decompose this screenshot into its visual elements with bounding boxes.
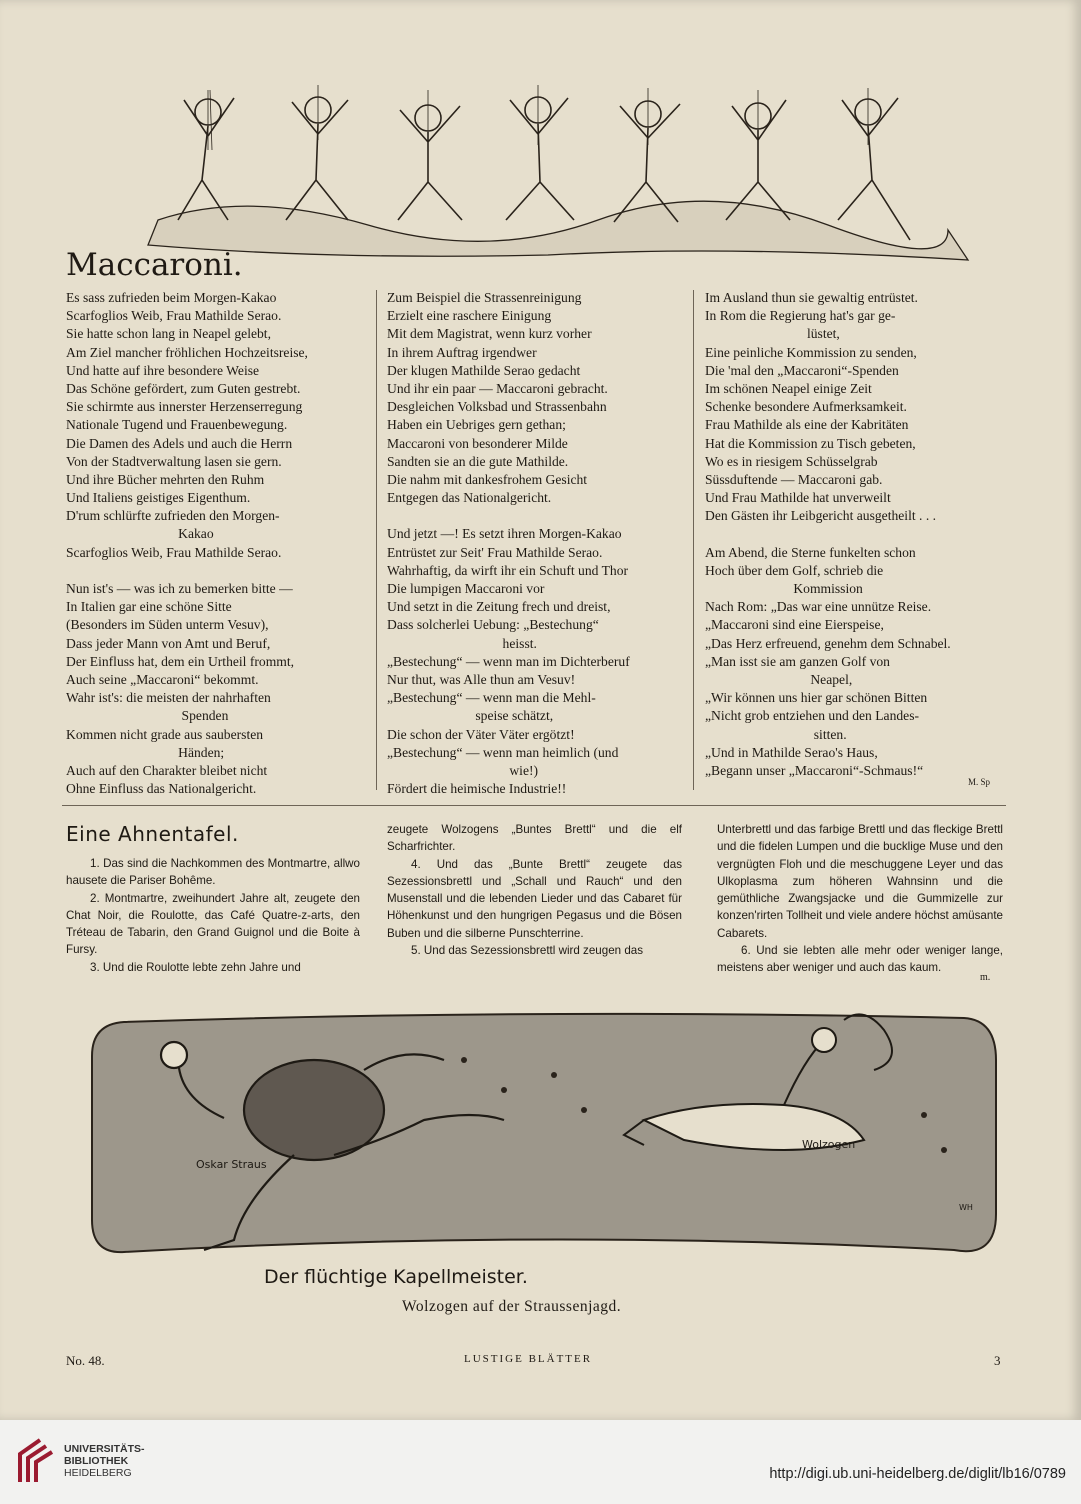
poem-line: Der Einfluss hat, dem ein Urtheil frommt,: [66, 653, 295, 669]
poem-line: Die lumpigen Maccaroni vor: [387, 581, 545, 596]
poem-line: Kommission: [705, 581, 863, 596]
poem-line: Auch seine „Maccaroni“ bekommt.: [66, 671, 259, 687]
poem-line: Dass solcherlei Uebung: „Bestechung“: [387, 617, 599, 633]
poem-line: Und Italiens geistiges Eigenthum.: [66, 490, 251, 506]
poem-line: Eine peinliche Kommission zu senden,: [705, 344, 917, 360]
section-divider: [62, 805, 1006, 806]
poem-line: Und ihr ein paar — Maccaroni gebracht.: [387, 380, 608, 396]
poem-line: Und jetzt —! Es setzt ihren Morgen-Kakao: [387, 526, 622, 542]
poem-line: Die Damen des Adels und auch die Herrn: [66, 435, 293, 451]
poem-line: Frau Mathilde als eine der Kabritäten: [705, 417, 909, 433]
library-bar: [0, 1420, 1081, 1504]
poem-line: Neapel,: [705, 671, 853, 687]
cartoon-illustration: [84, 1000, 1002, 1270]
paragraph: 4. Und das „Bunte Brettl“ zeugete das Sezessionsbrettl und „Schall und Rauch“ und den Musenstall und die lebenden Lieder und das Cabaret für Höhenkunst und den hungrigen Pegasus und die Bösen Buben und die silberne Punschterrine.: [387, 857, 682, 940]
poem-line: Von der Stadtverwaltung lasen sie gern.: [66, 453, 282, 469]
paragraph: 2. Montmartre, zweihundert Jahre alt, zeugete den Chat Noir, die Roulotte, das Café Quatre-z-arts, den Tréteau de Tabarin, den Grand Guignol und die Boite à Fursy.: [66, 891, 360, 957]
poem-line: Nationale Tugend und Frauenbewegung.: [66, 417, 288, 433]
poem-line: „Und in Mathilde Serao's Haus,: [705, 744, 878, 760]
poem-line: „Wir können uns hier gar schönen Bitten: [705, 690, 928, 706]
poem-line: sitten.: [705, 726, 847, 742]
poem-line: Auch auf den Charakter bleibet nicht: [66, 762, 268, 778]
poem-line: Entrüstet zur Seit' Frau Mathilde Serao.: [387, 544, 603, 560]
poem-line: [387, 507, 630, 525]
poem-line: Entgegen das Nationalgericht.: [387, 490, 552, 506]
figure-label: Oskar Straus: [196, 1158, 267, 1171]
caption-title: Der flüchtige Kapellmeister.: [264, 1266, 528, 1288]
poem-line: Die schon der Väter Väter ergötzt!: [387, 726, 575, 742]
poem-line: Süssduftende — Maccaroni gab.: [705, 471, 883, 487]
article-title: Maccaroni.: [66, 247, 243, 283]
prose-column-1: [66, 855, 360, 976]
library-name: [64, 1443, 145, 1479]
poem-line: „Begann unser „Maccaroni“-Schmaus!“: [705, 762, 924, 778]
poem-line: Im schönen Neapel einige Zeit: [705, 380, 872, 396]
column-divider: [693, 290, 694, 790]
poem-line: Sie schirmte aus innerster Herzenserregung: [66, 399, 303, 415]
issue-number: No. 48.: [66, 1353, 105, 1368]
prose-column-3: [717, 821, 1003, 977]
poem-line: Die nahm mit dankesfrohem Gesicht: [387, 471, 588, 487]
poem-line: Erzielt eine raschere Einigung: [387, 308, 552, 324]
poem-line: „Bestechung“ — wenn man im Dichterberuf: [387, 653, 630, 669]
poem-line: Hat die Kommission zu Tisch gebeten,: [705, 435, 916, 451]
poem-line: „Bestechung“ — wenn man die Mehl-: [387, 690, 596, 706]
poem-line: Fördert die heimische Industrie!!: [387, 781, 567, 797]
poem-line: (Besonders im Süden unterm Vesuv),: [66, 617, 269, 633]
poem-line: „Das Herz erfreuend, genehm dem Schnabel.: [705, 635, 951, 651]
poem-line: Und ihre Bücher mehrten den Ruhm: [66, 471, 265, 487]
magazine-name: LUSTIGE BLÄTTER: [464, 1353, 593, 1365]
poem-line: Nach Rom: „Das war eine unnütze Reise.: [705, 599, 932, 615]
section-signature: m.: [980, 972, 991, 983]
poem-line: wie!): [387, 762, 539, 778]
poem-line: Im Ausland thun sie gewaltig entrüstet.: [705, 290, 918, 305]
poem-line: D'rum schlürfte zufrieden den Morgen-: [66, 508, 280, 524]
poem-line: Den Gästen ihr Leibgericht ausgetheilt . . .: [705, 508, 937, 524]
poem-line: Hoch über dem Golf, schrieb die: [705, 562, 884, 578]
poem-line: lüstet,: [705, 326, 840, 342]
figure-label: Wolzogen: [802, 1138, 856, 1151]
poem-line: „Maccaroni sind eine Eierspeise,: [705, 617, 884, 633]
paragraph: zeugete Wolzogens „Buntes Brettl“ und die elf Scharfrichter.: [387, 823, 682, 854]
poem-line: Und hatte auf ihre besondere Weise: [66, 362, 260, 378]
poem-line: Sandten sie an die gute Mathilde.: [387, 453, 569, 469]
poem-line: Sie hatte schon lang in Neapel gelebt,: [66, 326, 271, 342]
poem-line: „Nicht grob entziehen und den Landes-: [705, 708, 920, 724]
header-illustration: [128, 70, 978, 270]
library-logo-icon: [16, 1436, 56, 1486]
poem-line: Desgleichen Volksbad und Strassenbahn: [387, 399, 607, 415]
poem-line: In Rom die Regierung hat's gar ge-: [705, 308, 896, 324]
poem-line: Scarfoglios Weib, Frau Mathilde Serao.: [66, 308, 282, 324]
paragraph: Unterbrettl und das farbige Brettl und das fleckige Brettl und die fidelen Lumpen und die bucklige Muse und den vergnügten Floh und die meschuggene Leyer und das Ulkoplasma zum höheren Wahnsinn und die gemüthliche Zwangsjacke und die Gummizelle zur konzen'rirten Tollheit und viele andere höchst amüsante Cabarets.: [717, 823, 1003, 940]
paragraph: 1. Das sind die Nachkommen des Montmartre, allwo hausete die Pariser Bohême.: [66, 857, 360, 888]
poem-line: Am Ziel mancher fröhlichen Hochzeitsreise,: [66, 344, 308, 360]
caption-subtitle: Wolzogen auf der Straussenjagd.: [402, 1298, 622, 1315]
artist-mark: WH: [959, 1203, 973, 1212]
poem-line: Wo es in riesigem Schüsselgrab: [705, 453, 878, 469]
poem-line: „Man isst sie am ganzen Golf von: [705, 653, 890, 669]
poem-line: Maccaroni von besonderer Milde: [387, 435, 568, 451]
poem-line: speise schätzt,: [387, 708, 554, 724]
poem-line: Wahr ist's: die meisten der nahrhaften: [66, 690, 271, 706]
page-number: 3: [994, 1353, 1001, 1368]
poem-column-3: [705, 289, 951, 780]
poem-line: Und Frau Mathilde hat unverweilt: [705, 490, 891, 506]
poem-line: Zum Beispiel die Strassenreinigung: [387, 290, 582, 305]
section-title: Eine Ahnentafel.: [66, 822, 239, 846]
prose-column-2: [387, 821, 682, 959]
poem-line: Am Abend, die Sterne funkelten schon: [705, 544, 916, 560]
library-name-line: UNIVERSITÄTS-: [64, 1443, 145, 1455]
poem-signature: M. Sp: [968, 777, 991, 787]
poem-line: Das Schöne gefördert, zum Guten gestrebt.: [66, 380, 301, 396]
poem-line: Kommen nicht grade aus saubersten: [66, 726, 264, 742]
paragraph: 3. Und die Roulotte lebte zehn Jahre und: [90, 960, 301, 974]
source-url-link[interactable]: http://digi.ub.uni-heidelberg.de/diglit/lb16/0789: [769, 1466, 1066, 1482]
poem-line: „Bestechung“ — wenn man heimlich (und: [387, 744, 619, 760]
poem-line: Nun ist's — was ich zu bemerken bitte —: [66, 581, 293, 596]
poem-column-2: [387, 289, 630, 798]
poem-line: Es sass zufrieden beim Morgen-Kakao: [66, 290, 277, 305]
poem-line: Mit dem Magistrat, wenn kurz vorher: [387, 326, 592, 342]
column-divider: [376, 290, 377, 790]
poem-line: Händen;: [66, 744, 225, 760]
poem-line: [705, 525, 951, 543]
poem-line: Dass jeder Mann von Amt und Beruf,: [66, 635, 271, 651]
paragraph: 5. Und das Sezessionsbrettl wird zeugen das: [411, 944, 644, 958]
library-name-line: HEIDELBERG: [64, 1467, 132, 1479]
poem-line: Scarfoglios Weib, Frau Mathilde Serao.: [66, 544, 282, 560]
poem-line: In ihrem Auftrag irgendwer: [387, 344, 537, 360]
poem-line: Und setzt in die Zeitung frech und dreist,: [387, 599, 611, 615]
poem-line: Nur thut, was Alle thun am Vesuv!: [387, 671, 576, 687]
poem-line: Schenke besondere Aufmerksamkeit.: [705, 399, 907, 415]
poem-line: In Italien gar eine schöne Sitte: [66, 599, 232, 615]
poem-line: Wahrhaftig, da wirft ihr ein Schuft und Thor: [387, 562, 629, 578]
paragraph: 6. Und sie lebten alle mehr oder weniger lange, meistens aber weniger und auch das kaum.: [717, 944, 1003, 975]
poem-line: [66, 562, 308, 580]
poem-line: Ohne Einfluss das Nationalgericht.: [66, 781, 257, 797]
poem-line: Haben ein Uebriges gern gethan;: [387, 417, 566, 433]
poem-line: Der klugen Mathilde Serao gedacht: [387, 362, 581, 378]
poem-line: Kakao: [66, 526, 214, 542]
library-name-line: BIBLIOTHEK: [64, 1455, 129, 1467]
poem-column-1: [66, 289, 308, 798]
poem-line: Die 'mal den „Maccaroni“-Spenden: [705, 362, 899, 378]
poem-line: Spenden: [66, 708, 229, 724]
poem-line: heisst.: [387, 635, 537, 651]
